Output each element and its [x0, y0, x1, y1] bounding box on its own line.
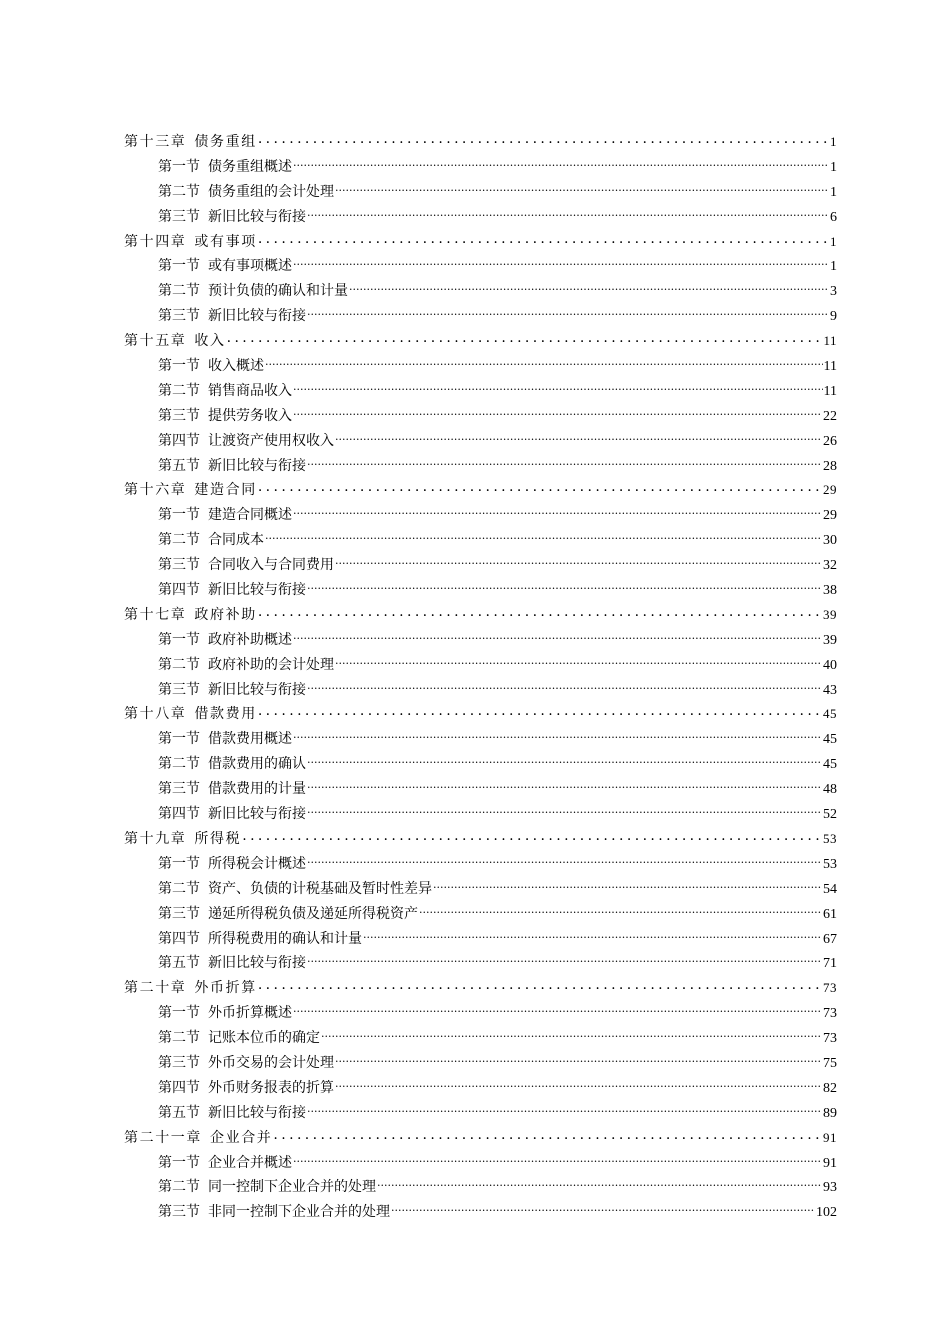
toc-dot-leader — [258, 480, 822, 494]
toc-entry-label — [158, 279, 348, 304]
toc-page-number: 71 — [823, 956, 837, 972]
toc-page-number: 48 — [823, 782, 837, 798]
toc-entry-title: 新旧比较与衔接 — [208, 1104, 306, 1121]
toc-section-row[interactable] — [124, 578, 837, 603]
toc-entry-title: 债务重组概述 — [208, 158, 292, 175]
toc-dot-leader — [307, 754, 822, 768]
toc-entry-title: 企业合并概述 — [208, 1154, 292, 1171]
toc-entry-title: 记账本位币的确定 — [208, 1030, 320, 1047]
toc-section-row[interactable] — [124, 1051, 837, 1076]
toc-entry-number: 第一节 — [158, 158, 200, 175]
toc-section-row[interactable] — [124, 379, 837, 404]
toc-page-number: 29 — [823, 482, 837, 498]
toc-entry-label — [124, 702, 257, 727]
toc-dot-leader — [307, 207, 829, 221]
toc-entry-title: 新旧比较与衔接 — [208, 457, 306, 474]
toc-section-row[interactable] — [124, 1200, 837, 1225]
toc-section-row[interactable] — [124, 752, 837, 777]
toc-dot-leader — [293, 630, 822, 644]
toc-entry-title: 让渡资产使用权收入 — [208, 432, 334, 449]
toc-entry-number: 第二节 — [158, 382, 200, 399]
toc-entry-label — [124, 478, 257, 503]
toc-section-row[interactable] — [124, 354, 837, 379]
toc-page-number: 28 — [823, 458, 837, 474]
toc-entry-number: 第三节 — [158, 781, 200, 798]
toc-dot-leader — [293, 381, 823, 395]
toc-page-number: 38 — [823, 583, 837, 599]
toc-chapter-row[interactable] — [124, 702, 837, 727]
toc-section-row[interactable] — [124, 777, 837, 802]
toc-entry-number: 第二节 — [158, 183, 200, 200]
toc-page-number: 11 — [823, 383, 837, 399]
toc-entry-title: 销售商品收入 — [208, 382, 292, 399]
toc-section-row[interactable] — [124, 528, 837, 553]
toc-entry-title: 债务重组 — [194, 134, 257, 150]
toc-entry-label — [158, 1101, 306, 1126]
toc-page-number: 45 — [823, 757, 837, 773]
toc-section-row[interactable] — [124, 404, 837, 429]
toc-entry-title: 递延所得税负债及递延所得税资产 — [208, 905, 418, 922]
toc-page-number: 53 — [823, 830, 837, 846]
toc-entry-number: 第五节 — [158, 1104, 200, 1121]
toc-entry-label — [158, 454, 306, 479]
toc-section-row[interactable] — [124, 727, 837, 752]
toc-page-number: 1 — [830, 134, 837, 149]
toc-entry-title: 新旧比较与衔接 — [208, 955, 306, 972]
toc-entry-number: 第五节 — [158, 955, 200, 972]
toc-entry-title: 借款费用的确认 — [208, 756, 306, 773]
table-of-contents — [124, 130, 837, 1225]
toc-entry-number: 第三节 — [158, 407, 200, 424]
toc-dot-leader — [349, 281, 829, 295]
toc-entry-number: 第一节 — [158, 358, 200, 375]
toc-dot-leader — [258, 232, 829, 246]
toc-entry-title: 借款费用概述 — [208, 731, 292, 748]
toc-dot-leader — [307, 854, 822, 868]
toc-entry-title: 收入 — [194, 333, 226, 350]
toc-dot-leader — [433, 879, 822, 893]
toc-dot-leader — [377, 1177, 822, 1191]
toc-entry-number: 第三节 — [158, 1204, 200, 1221]
toc-dot-leader — [307, 306, 829, 320]
toc-entry-title: 建造合同概述 — [208, 507, 292, 524]
toc-dot-leader — [258, 132, 829, 146]
toc-entry-label — [158, 902, 418, 927]
toc-entry-number: 第三节 — [158, 308, 200, 325]
toc-page-number: 45 — [823, 732, 837, 748]
toc-entry-label — [158, 379, 292, 404]
toc-page-number: 1 — [830, 184, 837, 200]
toc-entry-title: 所得税费用的确认和计量 — [208, 930, 362, 947]
toc-entry-label — [158, 1200, 390, 1225]
toc-entry-label — [158, 1051, 334, 1076]
toc-page-number: 73 — [823, 1031, 837, 1047]
toc-page-number: 67 — [823, 931, 837, 947]
toc-page-number: 6 — [830, 209, 837, 225]
toc-entry-label — [158, 951, 306, 976]
toc-section-row[interactable] — [124, 802, 837, 827]
toc-entry-label — [124, 827, 241, 852]
toc-entry-number: 第四节 — [158, 806, 200, 823]
toc-entry-title: 或有事项 — [194, 233, 257, 250]
toc-page-number: 91 — [823, 1129, 837, 1145]
toc-entry-title: 新旧比较与衔接 — [208, 582, 306, 599]
toc-page-number: 45 — [823, 706, 837, 722]
toc-dot-leader — [242, 829, 822, 843]
toc-entry-title: 政府补助的会计处理 — [208, 656, 334, 673]
toc-entry-number: 第十五章 — [124, 333, 187, 350]
toc-page-number: 53 — [823, 856, 837, 872]
toc-dot-leader — [258, 704, 822, 718]
toc-section-row[interactable] — [124, 1101, 837, 1126]
toc-page-number: 22 — [823, 408, 837, 424]
toc-page-number: 40 — [823, 657, 837, 673]
toc-entry-title: 资产、负债的计税基础及暂时性差异 — [208, 880, 432, 897]
toc-entry-number: 第四节 — [158, 432, 200, 449]
toc-page-number: 73 — [823, 980, 837, 996]
toc-section-row[interactable] — [124, 628, 837, 653]
toc-page-number: 91 — [823, 1155, 837, 1171]
toc-entry-number: 第三节 — [158, 208, 200, 225]
toc-chapter-row[interactable] — [124, 130, 837, 155]
toc-page-number: 89 — [823, 1105, 837, 1121]
toc-entry-label — [158, 752, 306, 777]
toc-entry-title: 政府补助概述 — [208, 631, 292, 648]
toc-entry-number: 第四节 — [158, 930, 200, 947]
toc-entry-number: 第二十一章 — [124, 1129, 202, 1146]
toc-entry-title: 提供劳务收入 — [208, 407, 292, 424]
toc-entry-label — [124, 329, 226, 354]
toc-entry-number: 第二节 — [158, 1030, 200, 1047]
toc-section-row[interactable] — [124, 180, 837, 205]
toc-chapter-row[interactable] — [124, 603, 837, 628]
toc-entry-title: 借款费用的计量 — [208, 781, 306, 798]
toc-dot-leader — [265, 530, 822, 544]
toc-dot-leader — [273, 1128, 822, 1142]
toc-entry-number: 第一节 — [158, 855, 200, 872]
toc-page-number: 93 — [823, 1180, 837, 1196]
toc-page-number: 39 — [823, 606, 837, 622]
toc-entry-title: 政府补助 — [194, 606, 257, 623]
toc-entry-number: 第三节 — [158, 1054, 200, 1071]
toc-entry-label — [124, 230, 257, 255]
toc-entry-label — [124, 976, 257, 1001]
toc-entry-label — [158, 404, 292, 429]
toc-dot-leader — [307, 953, 822, 967]
toc-entry-label — [158, 678, 306, 703]
toc-dot-leader — [419, 904, 822, 918]
toc-dot-leader — [227, 331, 823, 345]
toc-chapter-row[interactable] — [124, 329, 837, 354]
toc-entry-title: 收入概述 — [208, 358, 264, 375]
toc-dot-leader — [258, 605, 822, 619]
toc-entry-label — [158, 628, 292, 653]
toc-page-number: 11 — [823, 333, 837, 349]
toc-dot-leader — [293, 1153, 822, 1167]
toc-entry-title: 新旧比较与衔接 — [208, 806, 306, 823]
toc-dot-leader — [293, 406, 822, 420]
toc-entry-label — [124, 1126, 272, 1151]
toc-dot-leader — [293, 1003, 822, 1017]
toc-dot-leader — [293, 505, 822, 519]
toc-chapter-row[interactable] — [124, 478, 837, 503]
toc-page-number: 73 — [823, 1006, 837, 1022]
toc-section-row[interactable] — [124, 304, 837, 329]
toc-entry-label — [158, 1076, 334, 1101]
toc-section-row[interactable] — [124, 1076, 837, 1101]
toc-dot-leader — [335, 555, 822, 569]
toc-entry-number: 第二节 — [158, 756, 200, 773]
toc-dot-leader — [335, 182, 829, 196]
toc-section-row[interactable] — [124, 927, 837, 952]
toc-entry-title: 新旧比较与衔接 — [208, 681, 306, 698]
toc-entry-label — [158, 254, 292, 279]
toc-dot-leader — [363, 929, 822, 943]
toc-dot-leader — [321, 1028, 822, 1042]
toc-section-row[interactable] — [124, 279, 837, 304]
toc-dot-leader — [307, 680, 822, 694]
toc-entry-title: 债务重组的会计处理 — [208, 183, 334, 200]
toc-dot-leader — [258, 978, 822, 992]
toc-entry-title: 所得税会计概述 — [208, 855, 306, 872]
toc-entry-label — [158, 354, 264, 379]
toc-dot-leader — [335, 431, 822, 445]
toc-entry-number: 第三节 — [158, 905, 200, 922]
toc-chapter-row[interactable] — [124, 1126, 837, 1151]
toc-entry-number: 第二节 — [158, 532, 200, 549]
toc-entry-label — [158, 1026, 320, 1051]
toc-entry-number: 第十九章 — [124, 830, 187, 847]
toc-entry-number: 第四节 — [158, 1079, 200, 1096]
toc-dot-leader — [307, 804, 822, 818]
toc-page-number: 102 — [816, 1205, 837, 1221]
toc-section-row[interactable] — [124, 1001, 837, 1026]
toc-entry-number: 第三节 — [158, 557, 200, 574]
toc-entry-number: 第二节 — [158, 880, 200, 897]
toc-entry-number: 第一节 — [158, 258, 200, 275]
toc-dot-leader — [335, 1053, 822, 1067]
toc-section-row[interactable] — [124, 429, 837, 454]
toc-entry-title: 外币折算概述 — [208, 1005, 292, 1022]
toc-page-number: 3 — [830, 284, 837, 300]
toc-entry-number: 第十七章 — [124, 606, 187, 623]
toc-dot-leader — [307, 580, 822, 594]
toc-section-row[interactable] — [124, 205, 837, 230]
toc-section-row[interactable] — [124, 155, 837, 180]
toc-entry-label — [158, 1151, 292, 1176]
toc-entry-title: 外币折算 — [194, 980, 257, 997]
toc-entry-number: 第一节 — [158, 631, 200, 648]
toc-entry-label — [158, 304, 306, 329]
toc-entry-title: 企业合并 — [210, 1129, 273, 1146]
toc-entry-number: 第四节 — [158, 582, 200, 599]
toc-dot-leader — [293, 729, 822, 743]
toc-section-row[interactable] — [124, 852, 837, 877]
toc-page-number: 30 — [823, 533, 837, 549]
toc-page-number: 1 — [830, 233, 837, 249]
toc-entry-label — [158, 553, 334, 578]
toc-entry-label — [158, 927, 362, 952]
toc-entry-title: 非同一控制下企业合并的处理 — [208, 1204, 390, 1221]
toc-entry-number: 第十六章 — [124, 482, 187, 499]
toc-page-number: 29 — [823, 508, 837, 524]
toc-entry-number: 第十八章 — [124, 706, 187, 723]
toc-page-number: 32 — [823, 558, 837, 574]
toc-entry-number: 第一节 — [158, 1005, 200, 1022]
toc-entry-number: 第十四章 — [124, 233, 187, 250]
toc-entry-title: 新旧比较与衔接 — [208, 308, 306, 325]
toc-entry-label — [158, 578, 306, 603]
toc-entry-label — [158, 777, 306, 802]
toc-page-number: 11 — [823, 359, 837, 375]
toc-section-row[interactable] — [124, 1026, 837, 1051]
toc-page-number: 26 — [823, 433, 837, 449]
toc-section-row[interactable] — [124, 1175, 837, 1200]
toc-entry-title: 合同成本 — [208, 532, 264, 549]
toc-page-number: 54 — [823, 881, 837, 897]
toc-entry-title: 新旧比较与衔接 — [208, 208, 306, 225]
toc-section-row[interactable] — [124, 902, 837, 927]
toc-section-row[interactable] — [124, 553, 837, 578]
toc-page-number: 75 — [823, 1055, 837, 1071]
toc-dot-leader — [265, 356, 823, 370]
toc-entry-label — [158, 852, 306, 877]
toc-section-row[interactable] — [124, 951, 837, 976]
toc-page-number: 61 — [823, 906, 837, 922]
toc-dot-leader — [335, 1078, 822, 1092]
toc-entry-number: 第十三章 — [124, 134, 187, 150]
toc-entry-label — [158, 877, 432, 902]
toc-entry-title: 或有事项概述 — [208, 258, 292, 275]
toc-entry-title: 外币交易的会计处理 — [208, 1054, 334, 1071]
toc-entry-label — [124, 130, 257, 155]
toc-page-number: 1 — [830, 259, 837, 275]
toc-dot-leader — [307, 456, 822, 470]
toc-dot-leader — [307, 779, 822, 793]
toc-page-number: 43 — [823, 682, 837, 698]
toc-section-row[interactable] — [124, 503, 837, 528]
toc-section-row[interactable] — [124, 678, 837, 703]
toc-page-number: 39 — [823, 632, 837, 648]
toc-section-row[interactable] — [124, 1151, 837, 1176]
toc-page-number: 82 — [823, 1080, 837, 1096]
toc-entry-label — [158, 802, 306, 827]
toc-page-number: 1 — [830, 159, 837, 175]
toc-entry-number: 第二节 — [158, 656, 200, 673]
toc-entry-title: 外币财务报表的折算 — [208, 1079, 334, 1096]
toc-dot-leader — [293, 256, 829, 270]
toc-section-row[interactable] — [124, 254, 837, 279]
toc-entry-number: 第一节 — [158, 1154, 200, 1171]
toc-entry-title: 预计负债的确认和计量 — [208, 283, 348, 300]
toc-section-row[interactable] — [124, 454, 837, 479]
toc-chapter-row[interactable] — [124, 230, 837, 255]
toc-entry-number: 第二十章 — [124, 980, 187, 997]
toc-dot-leader — [335, 655, 822, 669]
toc-entry-number: 第一节 — [158, 731, 200, 748]
toc-entry-label — [158, 180, 334, 205]
toc-entry-label — [158, 653, 334, 678]
toc-chapter-row[interactable] — [124, 827, 837, 852]
toc-entry-title: 借款费用 — [194, 706, 257, 723]
toc-entry-number: 第三节 — [158, 681, 200, 698]
toc-section-row[interactable] — [124, 653, 837, 678]
toc-dot-leader — [293, 157, 829, 171]
toc-entry-number: 第五节 — [158, 457, 200, 474]
toc-entry-label — [158, 528, 264, 553]
toc-page-number: 9 — [830, 309, 837, 325]
toc-entry-label — [158, 727, 292, 752]
toc-entry-title: 同一控制下企业合并的处理 — [208, 1179, 376, 1196]
toc-section-row[interactable] — [124, 877, 837, 902]
toc-entry-title: 合同收入与合同费用 — [208, 557, 334, 574]
toc-entry-label — [158, 155, 292, 180]
toc-entry-label — [158, 205, 306, 230]
toc-entry-label — [158, 1001, 292, 1026]
toc-page-number: 52 — [823, 807, 837, 823]
toc-entry-label — [158, 429, 334, 454]
toc-entry-number: 第一节 — [158, 507, 200, 524]
toc-entry-label — [158, 503, 292, 528]
toc-entry-title: 所得税 — [194, 830, 242, 847]
toc-entry-number: 第二节 — [158, 283, 200, 300]
toc-entry-title: 建造合同 — [194, 482, 257, 499]
toc-entry-label — [124, 603, 257, 628]
toc-dot-leader — [307, 1103, 822, 1117]
toc-chapter-row[interactable] — [124, 976, 837, 1001]
toc-entry-label — [158, 1175, 376, 1200]
toc-entry-number: 第二节 — [158, 1179, 200, 1196]
toc-dot-leader — [391, 1202, 815, 1216]
